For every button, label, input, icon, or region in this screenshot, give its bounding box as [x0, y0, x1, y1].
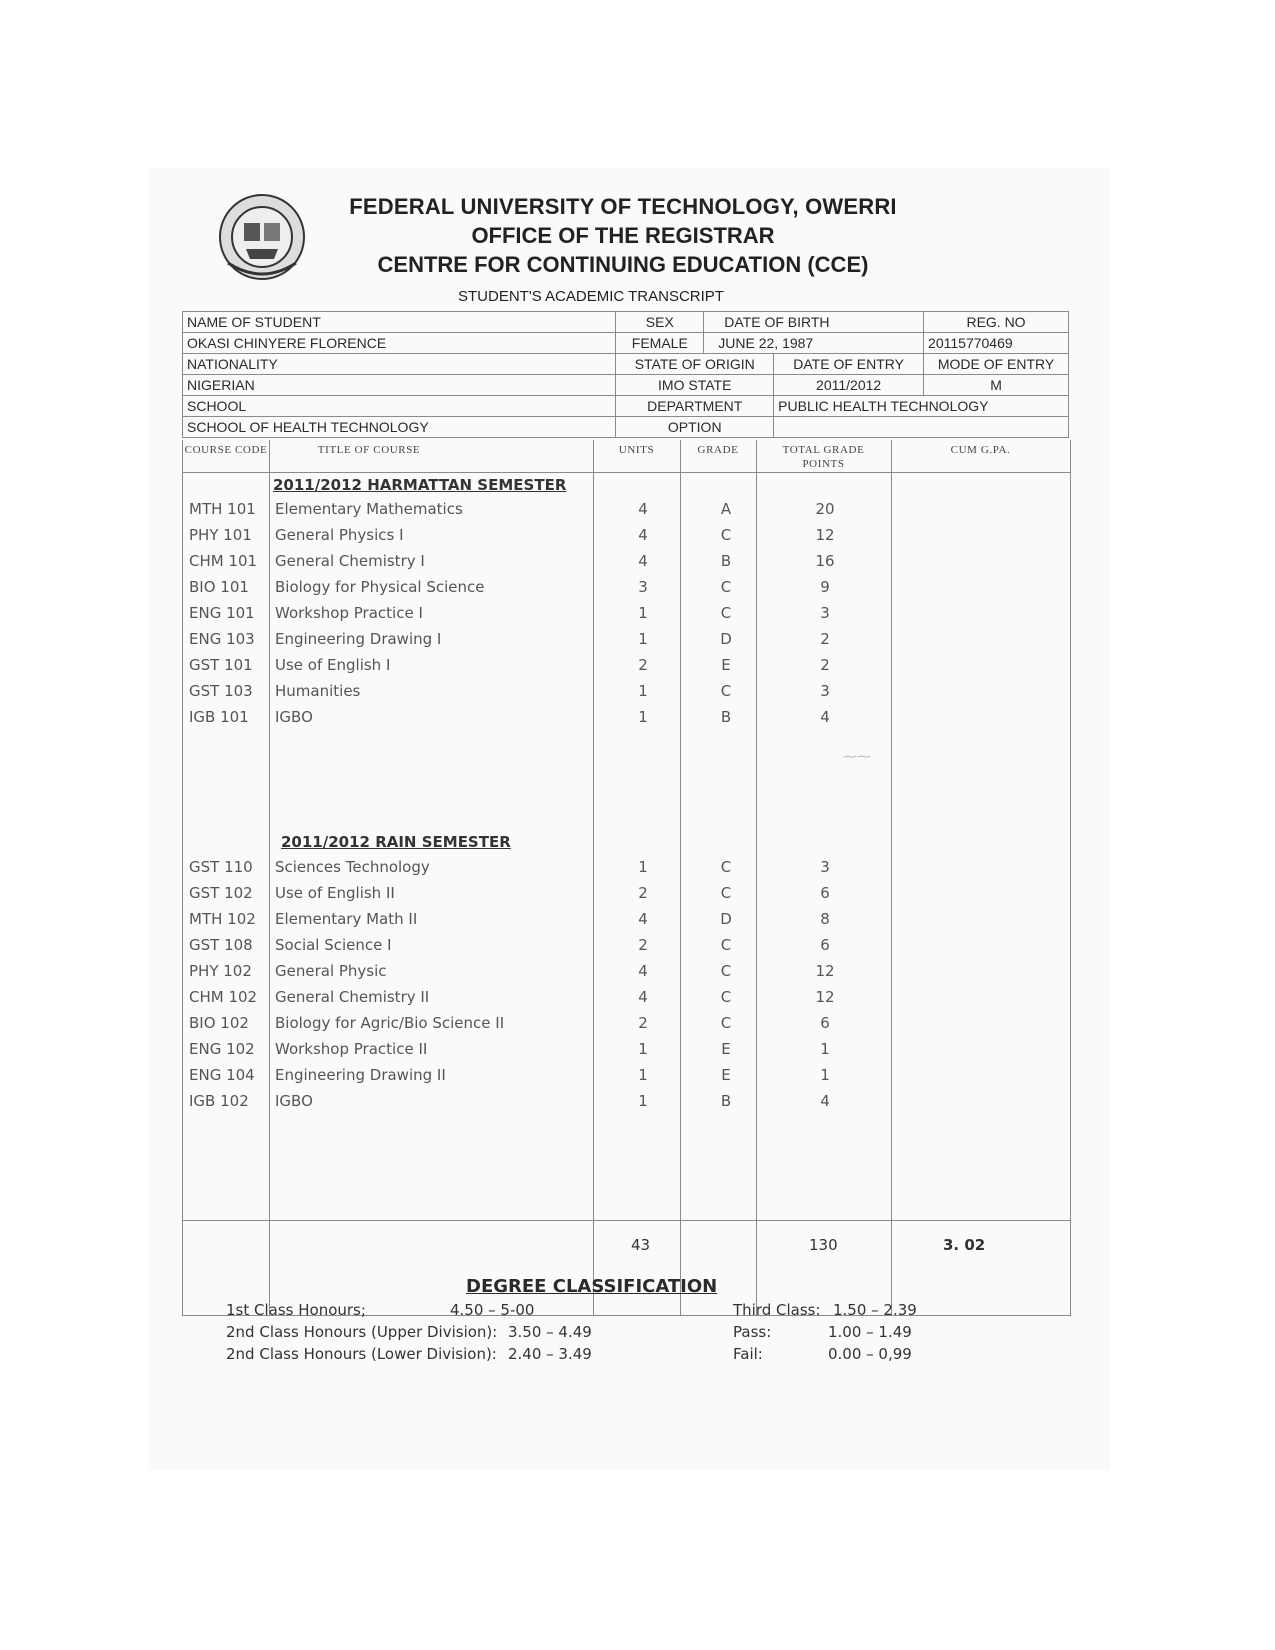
course-code: ENG 103: [189, 630, 255, 648]
course-code: GST 102: [189, 884, 253, 902]
course-code: GST 103: [189, 682, 253, 700]
course-grade: C: [720, 682, 732, 700]
pass-label: Pass:: [733, 1323, 772, 1341]
col-cum-gpa: CUM G.PA.: [950, 444, 1011, 456]
course-grade-points: 6: [820, 936, 830, 954]
course-title: Biology for Physical Science: [275, 578, 485, 596]
semester-title-harmattan: 2011/2012 HARMATTAN SEMESTER: [273, 476, 567, 494]
course-code: CHM 101: [189, 552, 258, 570]
course-title: Elementary Math II: [275, 910, 418, 928]
course-grade: B: [720, 1092, 732, 1110]
pass-range: 1.00 – 1.49: [828, 1323, 912, 1341]
course-units: 2: [638, 656, 648, 674]
course-units: 2: [638, 884, 648, 902]
first-class-label: 1st Class Honours;: [226, 1301, 366, 1319]
course-grade-points: 12: [815, 962, 835, 980]
course-grade-points: 9: [820, 578, 830, 596]
third-class-label: Third Class:: [733, 1301, 821, 1319]
course-code: BIO 101: [189, 578, 249, 596]
course-code: GST 108: [189, 936, 253, 954]
course-code: BIO 102: [189, 1014, 249, 1032]
course-title: Social Science I: [275, 936, 392, 954]
course-units: 1: [638, 1092, 648, 1110]
state-value: IMO STATE: [616, 375, 774, 396]
course-grade: E: [721, 1066, 731, 1084]
course-title: Use of English II: [275, 884, 395, 902]
course-grade-points: 6: [820, 884, 830, 902]
course-grade: C: [720, 988, 732, 1006]
total-grade-points: 130: [809, 1236, 838, 1254]
course-code: MTH 101: [189, 500, 256, 518]
course-row: [183, 1036, 1070, 1062]
course-units: 1: [638, 1066, 648, 1084]
course-grade-points: 2: [820, 656, 830, 674]
course-code: ENG 102: [189, 1040, 255, 1058]
course-row: [183, 1010, 1070, 1036]
course-grade-points: 2: [820, 630, 830, 648]
course-row: [183, 678, 1070, 704]
course-grade-points: 20: [815, 500, 835, 518]
course-row: [183, 574, 1070, 600]
option-label: OPTION: [616, 417, 774, 438]
course-grade-points: 3: [820, 682, 830, 700]
course-grade-points: 12: [815, 526, 835, 544]
course-title: IGBO: [275, 1092, 313, 1110]
total-units: 43: [631, 1236, 651, 1254]
course-units: 4: [638, 910, 648, 928]
course-row: [183, 548, 1070, 574]
course-code: MTH 102: [189, 910, 256, 928]
course-row: [183, 626, 1070, 652]
course-units: 2: [638, 1014, 648, 1032]
sex-label: SEX: [616, 312, 704, 333]
course-grade: C: [720, 1014, 732, 1032]
name-value: OKASI CHINYERE FLORENCE: [183, 333, 616, 354]
reg-label: REG. NO: [924, 312, 1069, 333]
lower-division-label: 2nd Class Honours (Lower Division):: [226, 1345, 497, 1363]
course-title: Workshop Practice I: [275, 604, 423, 622]
course-title: Biology for Agric/Bio Science II: [275, 1014, 505, 1032]
dob-value: JUNE 22, 1987: [704, 333, 924, 354]
course-title: Workshop Practice II: [275, 1040, 428, 1058]
course-code: CHM 102: [189, 988, 258, 1006]
course-row: [183, 880, 1070, 906]
course-units: 3: [638, 578, 648, 596]
document-title: STUDENT'S ACADEMIC TRANSCRIPT: [458, 288, 724, 305]
third-class-range: 1.50 – 2.39: [833, 1301, 917, 1319]
sex-value: FEMALE: [616, 333, 704, 354]
course-units: 4: [638, 500, 648, 518]
course-grade: C: [720, 858, 732, 876]
course-grade: C: [720, 526, 732, 544]
courses-table: [182, 440, 1071, 1316]
course-units: 4: [638, 552, 648, 570]
course-grade: C: [720, 578, 732, 596]
course-row: [183, 854, 1070, 880]
upper-division-range: 3.50 – 4.49: [508, 1323, 592, 1341]
degree-classification-title: DEGREE CLASSIFICATION: [466, 1276, 718, 1297]
course-grade: C: [720, 604, 732, 622]
course-row: [183, 652, 1070, 678]
course-units: 1: [638, 630, 648, 648]
col-grade: GRADE: [697, 444, 739, 456]
col-total-grade-points: TOTAL GRADE POINTS: [782, 444, 865, 470]
reg-value: 20115770469: [924, 333, 1069, 354]
entry-mode-value: M: [924, 375, 1069, 396]
entry-date-label: DATE OF ENTRY: [774, 354, 924, 375]
course-grade: B: [720, 552, 732, 570]
course-code: IGB 102: [189, 1092, 249, 1110]
course-grade-points: 3: [820, 604, 830, 622]
course-grade-points: 1: [820, 1066, 830, 1084]
dob-label: DATE OF BIRTH: [704, 312, 924, 333]
course-units: 1: [638, 708, 648, 726]
course-grade: E: [721, 656, 731, 674]
semester-title-rain: 2011/2012 RAIN SEMESTER: [281, 833, 511, 851]
course-units: 4: [638, 988, 648, 1006]
course-grade: D: [720, 910, 732, 928]
course-grade: C: [720, 962, 732, 980]
course-row: [183, 958, 1070, 984]
course-grade-points: 16: [815, 552, 835, 570]
name-label: NAME OF STUDENT: [183, 312, 616, 333]
department-label: DEPARTMENT: [616, 396, 774, 417]
office-name: OFFICE OF THE REGISTRAR: [471, 223, 775, 248]
course-title: Elementary Mathematics: [275, 500, 463, 518]
course-title: General Physics I: [275, 526, 404, 544]
course-code: PHY 101: [189, 526, 252, 544]
centre-name: CENTRE FOR CONTINUING EDUCATION (CCE): [377, 252, 869, 277]
course-grade: A: [720, 500, 732, 518]
university-name: FEDERAL UNIVERSITY OF TECHNOLOGY, OWERRI: [349, 194, 897, 219]
department-value: PUBLIC HEALTH TECHNOLOGY: [774, 396, 1069, 417]
course-grade: C: [720, 936, 732, 954]
course-units: 2: [638, 936, 648, 954]
course-title: Use of English I: [275, 656, 391, 674]
school-label: SCHOOL: [183, 396, 616, 417]
course-grade-points: 4: [820, 1092, 830, 1110]
cumulative-gpa: 3. 02: [943, 1236, 986, 1254]
course-title: IGBO: [275, 708, 313, 726]
col-units: UNITS: [618, 444, 655, 456]
course-code: GST 110: [189, 858, 253, 876]
nationality-value: NIGERIAN: [183, 375, 616, 396]
course-code: GST 101: [189, 656, 253, 674]
fail-range: 0.00 – 0,99: [828, 1345, 912, 1363]
course-title: Humanities: [275, 682, 361, 700]
course-units: 1: [638, 858, 648, 876]
upper-division-label: 2nd Class Honours (Upper Division):: [226, 1323, 498, 1341]
course-row: [183, 932, 1070, 958]
course-units: 4: [638, 962, 648, 980]
school-value: SCHOOL OF HEALTH TECHNOLOGY: [183, 417, 616, 438]
course-grade-points: 4: [820, 708, 830, 726]
course-grade-points: 3: [820, 858, 830, 876]
course-row: [183, 600, 1070, 626]
course-grade: D: [720, 630, 732, 648]
student-info-table: [182, 311, 1069, 438]
col-course-title: TITLE OF COURSE: [317, 444, 421, 456]
course-grade-points: 8: [820, 910, 830, 928]
option-value: [774, 417, 1069, 438]
course-title: General Chemistry I: [275, 552, 425, 570]
university-seal-icon: [218, 193, 306, 281]
course-title: General Physic: [275, 962, 387, 980]
course-grade-points: 1: [820, 1040, 830, 1058]
nationality-label: NATIONALITY: [183, 354, 616, 375]
course-title: Engineering Drawing I: [275, 630, 442, 648]
course-row: [183, 522, 1070, 548]
course-units: 4: [638, 526, 648, 544]
course-row: [183, 984, 1070, 1010]
state-label: STATE OF ORIGIN: [616, 354, 774, 375]
course-units: 1: [638, 682, 648, 700]
course-units: 1: [638, 1040, 648, 1058]
ink-smudge: ⁓⁓: [843, 748, 871, 764]
course-units: 1: [638, 604, 648, 622]
course-code: IGB 101: [189, 708, 249, 726]
lower-division-range: 2.40 – 3.49: [508, 1345, 592, 1363]
course-code: ENG 104: [189, 1066, 255, 1084]
course-title: General Chemistry II: [275, 988, 430, 1006]
course-row: [183, 1062, 1070, 1088]
course-grade: B: [720, 708, 732, 726]
course-grade: E: [721, 1040, 731, 1058]
course-title: Engineering Drawing II: [275, 1066, 446, 1084]
course-row: [183, 906, 1070, 932]
course-grade-points: 12: [815, 988, 835, 1006]
course-row: [183, 1088, 1070, 1114]
course-code: ENG 101: [189, 604, 255, 622]
course-row: [183, 704, 1070, 730]
col-course-code: COURSE CODE: [184, 444, 268, 456]
course-title: Sciences Technology: [275, 858, 430, 876]
first-class-range: 4.50 – 5-00: [450, 1301, 535, 1319]
fail-label: Fail:: [733, 1345, 763, 1363]
entry-date-value: 2011/2012: [774, 375, 924, 396]
course-row: [183, 496, 1070, 522]
entry-mode-label: MODE OF ENTRY: [924, 354, 1069, 375]
course-grade: C: [720, 884, 732, 902]
course-code: PHY 102: [189, 962, 252, 980]
transcript-sheet: [148, 168, 1110, 1470]
course-grade-points: 6: [820, 1014, 830, 1032]
